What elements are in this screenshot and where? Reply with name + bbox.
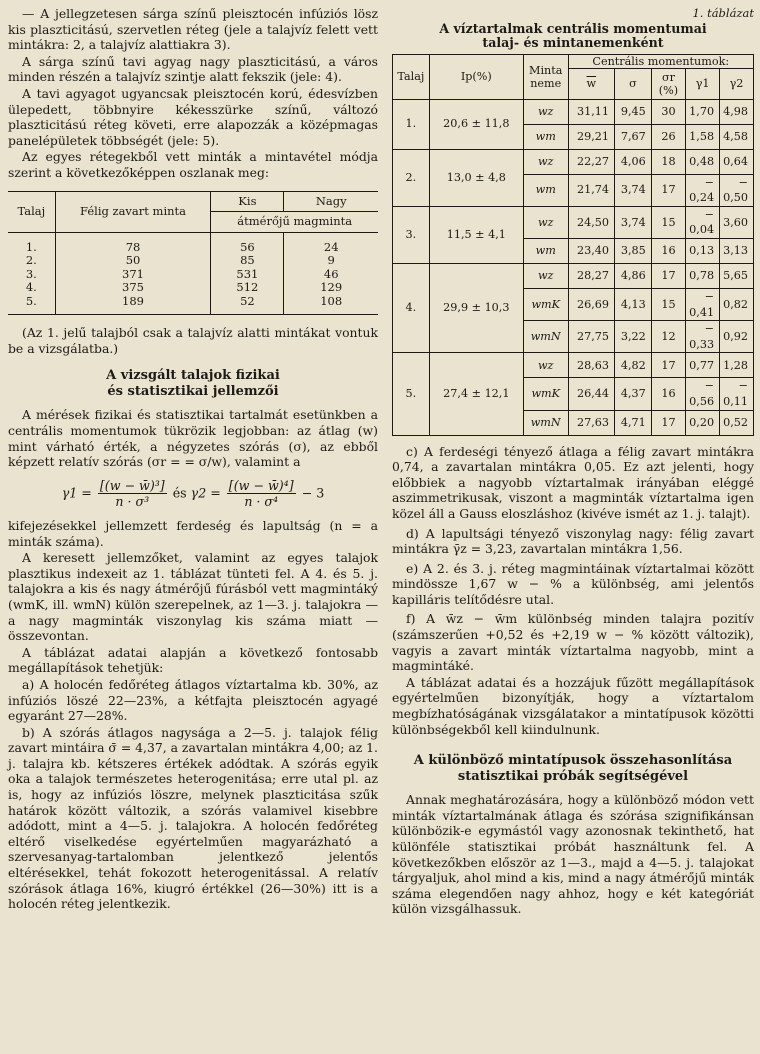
cell-minta: wm xyxy=(523,174,568,206)
formula-fraction xyxy=(98,478,167,510)
cell-g1: 0,20 xyxy=(686,410,720,435)
cell-g2: 5,65 xyxy=(720,263,754,288)
paragraph: Az egyes rétegekből vett minták a mintavétel módja szerint a következőképpen oszlanak meg: xyxy=(8,149,378,180)
paragraph: b) A szórás átlagos nagysága a 2—5. j. talajok félig zavart mintáira σ̄ = 4,37, a zavartalan mintákra 4,00; az 1. j. talajra kb. kétszeres értékek adódtak. A szórás egyik oka a talajok természetes heterogenitása; erre utal pl. az is, hogy az infúziós löszre, melynek plaszticitása szűk határok között változik, a szórás valamivel kisebbre adódott, mint a 4—5. j. talajokra. A holocén fedőréteg eltérő viselkedése egyértelműen magyarázható a szervesanyag-tartalomban jelentkező jelentős eltérésekkel, tehát fokozott heterogenitással. A relatív szórások átlaga 16%, kiugró értékkel (26—30%) itt is a holocén réteg jelentkezik. xyxy=(8,724,378,912)
section-title-line: és statisztikai jellemzői xyxy=(107,383,279,399)
cell-sigma: 4,82 xyxy=(615,353,652,378)
denominator: n · σ³ xyxy=(115,494,150,510)
formula-gamma2: γ2 = xyxy=(190,485,221,501)
cell-g2: − 0,50 xyxy=(720,174,754,206)
cell-nagy: 24 xyxy=(323,239,339,254)
cell-sr: 30 xyxy=(651,99,685,124)
cell-talaj: 4. xyxy=(8,281,55,295)
cell-g2: 3,60 xyxy=(720,206,754,238)
cell-minta: wmK xyxy=(523,288,568,320)
cell-g1: 1,70 xyxy=(686,99,720,124)
cell-w: 24,50 xyxy=(568,206,615,238)
cell-w: 22,27 xyxy=(568,149,615,174)
cell-sr: 16 xyxy=(651,378,685,410)
cell-talaj: 1. xyxy=(8,232,55,254)
table-title-line: A víztartalmak centrális momentumai xyxy=(439,20,707,36)
section-title xyxy=(8,368,378,399)
cell-g1: 0,77 xyxy=(686,353,720,378)
formula-es: és xyxy=(172,485,187,501)
cell-sigma: 7,67 xyxy=(615,124,652,149)
cell-talaj: 3. xyxy=(393,206,430,263)
sample-distribution-table xyxy=(8,191,378,316)
cell-nagy: 46 xyxy=(323,266,339,281)
left-column xyxy=(8,6,378,913)
cell-g2: 0,92 xyxy=(720,321,754,353)
cell-minta: wz xyxy=(523,206,568,238)
table-row xyxy=(393,149,754,174)
cell-w: 27,75 xyxy=(568,321,615,353)
cell-nagy: 129 xyxy=(320,280,343,295)
cell-talaj: 5. xyxy=(8,295,55,315)
cell-minta: wmK xyxy=(523,378,568,410)
cell-g2: 4,58 xyxy=(720,124,754,149)
col-header-gamma2: γ2 xyxy=(720,68,754,99)
cell-felig: 78 xyxy=(55,232,211,254)
cell-sr: 16 xyxy=(651,238,685,263)
cell-sigma: 4,86 xyxy=(615,263,652,288)
cell-sigma: 4,71 xyxy=(615,410,652,435)
cell-sr: 15 xyxy=(651,288,685,320)
section-title-line: A vizsgált talajok fizikai xyxy=(106,368,280,384)
paragraph: A sárga színű tavi agyag nagy plaszticitású, a város minden részén a talajvíz szintje alatt fekszik (jele: 4). xyxy=(8,53,378,85)
cell-g2: 0,52 xyxy=(720,410,754,435)
col-header-mintaneme: Minta neme xyxy=(523,54,568,99)
table-title xyxy=(392,22,754,50)
col-header-atmeroju: átmérőjű magminta xyxy=(211,212,378,233)
formula-gamma1: γ1 = xyxy=(61,485,92,501)
cell-w: 21,74 xyxy=(568,174,615,206)
section-title-line: statisztikai próbák segítségével xyxy=(457,768,689,784)
cell-minta: wmN xyxy=(523,410,568,435)
table-row xyxy=(393,206,754,238)
cell-w: 29,21 xyxy=(568,124,615,149)
cell-nagy: 9 xyxy=(327,253,335,268)
cell-w: 28,27 xyxy=(568,263,615,288)
paragraph: d) A lapultsági tényező viszonylag nagy: félig zavart mintákra γ̄z = 3,23, zavartalan mintákra 1,56. xyxy=(392,525,754,557)
cell-kis: 531 xyxy=(211,268,284,282)
paragraph: A táblázat adatai és a hozzájuk fűzött megállapítások egyértelműen bizonyítják, hogy a víztartalom megbízhatóságának vizsgálatakor a mintatípusok közötti különbségekből kell kiindulnunk. xyxy=(392,674,754,737)
table-row xyxy=(8,295,378,315)
col-header-sigmar: σr (%) xyxy=(651,68,685,99)
cell-g1: 0,78 xyxy=(686,263,720,288)
cell-g1: 0,48 xyxy=(686,149,720,174)
paragraph: Annak meghatározására, hogy a különböző módon vett minták víztartalmának átlaga és szórása szignifikánsan különbözik-e egymástól vagy azonosnak tekinthető, hat különféle statisztikai próbát használtunk fel. A következőkben először az 1—3., majd a 4—5. j. talajokat tárgyaljuk, ahol mind a kis, mind a nagy átmérőjű minták száma elegendően nagy ahhoz, hogy e két kategóriát külön vizsgálhassuk. xyxy=(392,792,754,917)
paragraph: (Az 1. jelű talajból csak a talajvíz alatti mintákat vontuk be a vizsgálatba.) xyxy=(8,325,378,356)
cell-sr: 17 xyxy=(651,263,685,288)
section-title-line: A különböző mintatípusok összehasonlítása xyxy=(413,753,733,769)
cell-felig: 371 xyxy=(55,268,211,282)
cell-talaj: 5. xyxy=(393,353,430,435)
cell-ip: 27,4 ± 12,1 xyxy=(429,353,523,435)
cell-g2: 0,64 xyxy=(720,149,754,174)
numerator: [(w − w̄)³] xyxy=(99,477,165,493)
cell-g1: − 0,41 xyxy=(686,288,720,320)
cell-sigma: 4,13 xyxy=(615,288,652,320)
cell-kis: 52 xyxy=(211,295,284,315)
col-header-ip: Ip(%) xyxy=(429,54,523,99)
table-row xyxy=(393,353,754,378)
cell-ip: 13,0 ± 4,8 xyxy=(429,149,523,206)
cell-felig: 375 xyxy=(55,281,211,295)
section-title xyxy=(392,753,754,784)
table-row xyxy=(393,263,754,288)
cell-sigma: 3,74 xyxy=(615,174,652,206)
paragraph: A mérések fizikai és statisztikai tartalmát esetünkben a centrális momentumok tükrözik legjobban: az átlag (w) mint várható érték, a négyzetes szórás (σ), az ebből képzett relatív szórás (σr = = σ/w), valamint a xyxy=(8,407,378,470)
cell-minta: wmN xyxy=(523,321,568,353)
cell-w: 23,40 xyxy=(568,238,615,263)
formula xyxy=(8,478,378,510)
cell-w: 28,63 xyxy=(568,353,615,378)
denominator: n · σ⁴ xyxy=(244,494,279,510)
cell-g1: − 0,33 xyxy=(686,321,720,353)
col-header-centralis: Centrális momentumok: xyxy=(568,54,753,68)
cell-minta: wz xyxy=(523,99,568,124)
table-row xyxy=(8,232,378,254)
cell-felig: 189 xyxy=(55,295,211,315)
cell-g1: − 0,04 xyxy=(686,206,720,238)
paragraph: — A jellegzetesen sárga színű pleisztocén infúziós lösz kis plaszticitású, szervetlen réteg (jele a talajvíz felett vett mintákra: 2, a talajvíz alattiakra 3). xyxy=(8,6,378,53)
paragraph: c) A ferdeségi tényező átlaga a félig zavart mintákra 0,74, a zavartalan mintákra 0,05. Ez azt jelenti, hogy előbbiek a nagyobb víztartalmak irányában eléggé aszimmetrikusak, viszont a magminták víztartalma igen közel áll a Gauss eloszláshoz (kivéve ismét az 1. j. talajt). xyxy=(392,443,754,521)
cell-minta: wz xyxy=(523,149,568,174)
cell-ip: 29,9 ± 10,3 xyxy=(429,263,523,352)
cell-sr: 18 xyxy=(651,149,685,174)
cell-minta: wz xyxy=(523,353,568,378)
cell-g2: 1,28 xyxy=(720,353,754,378)
cell-minta: wm xyxy=(523,124,568,149)
cell-kis: 512 xyxy=(211,281,284,295)
cell-sigma: 3,22 xyxy=(615,321,652,353)
col-header-kis: Kis xyxy=(211,191,284,212)
moments-table xyxy=(392,54,754,436)
cell-g2: 3,13 xyxy=(720,238,754,263)
cell-sigma: 9,45 xyxy=(615,99,652,124)
cell-sigma: 3,74 xyxy=(615,206,652,238)
cell-w: 26,69 xyxy=(568,288,615,320)
table-number: 1. táblázat xyxy=(692,6,754,20)
cell-ip: 20,6 ± 11,8 xyxy=(429,99,523,149)
cell-sigma: 4,37 xyxy=(615,378,652,410)
cell-g1: − 0,56 xyxy=(686,378,720,410)
right-column xyxy=(392,6,754,918)
cell-g2: − 0,11 xyxy=(720,378,754,410)
cell-felig: 50 xyxy=(55,254,211,268)
cell-sr: 17 xyxy=(651,174,685,206)
cell-sr: 26 xyxy=(651,124,685,149)
cell-g2: 0,82 xyxy=(720,288,754,320)
cell-minta: wz xyxy=(523,263,568,288)
col-header-talaj: Talaj xyxy=(393,54,430,99)
paragraph: A táblázat adatai alapján a következő fontosabb megállapítások tehetjük: xyxy=(8,644,378,676)
cell-w: 31,11 xyxy=(568,99,615,124)
formula-tail: − 3 xyxy=(301,485,325,501)
col-header-sigma: σ xyxy=(615,68,652,99)
paragraph: f) A w̄z − w̄m különbség minden talajra pozitív (számszerűen +0,52 és +2,19 w − % között változik), vagyis a zavart minták víztartalma nagyobb, mint a magmintáké. xyxy=(392,611,754,674)
formula-fraction xyxy=(227,478,296,510)
cell-g1: 0,13 xyxy=(686,238,720,263)
paragraph: A tavi agyagot ugyancsak pleisztocén korú, édesvízben ülepedett, többnyire kékesszürke színű, változó plaszticitású réteg követi, erre alapozzák a középmagas panelépületek többségét (jele: 5). xyxy=(8,85,378,148)
cell-talaj: 3. xyxy=(8,268,55,282)
table-row xyxy=(393,99,754,124)
cell-sigma: 3,85 xyxy=(615,238,652,263)
cell-w: 26,44 xyxy=(568,378,615,410)
cell-w: 27,63 xyxy=(568,410,615,435)
col-header-talaj: Talaj xyxy=(8,191,55,232)
table-title-line: talaj- és mintanemenként xyxy=(482,34,664,50)
cell-nagy: 108 xyxy=(284,295,378,315)
cell-kis: 56 xyxy=(211,232,284,254)
cell-kis: 85 xyxy=(211,254,284,268)
cell-talaj: 1. xyxy=(393,99,430,149)
cell-talaj: 2. xyxy=(8,254,55,268)
table-row xyxy=(8,268,378,282)
cell-sr: 12 xyxy=(651,321,685,353)
cell-sigma: 4,06 xyxy=(615,149,652,174)
paragraph: e) A 2. és 3. j. réteg magmintáinak víztartalmai között mindössze 1,67 w − % a különbség, ami jelentős kapilláris telítődésre utal. xyxy=(392,560,754,607)
numerator: [(w − w̄)⁴] xyxy=(228,477,294,493)
paragraph: kifejezésekkel jellemzett ferdeség és lapultság (n = a minták száma). xyxy=(8,517,378,549)
col-header-gamma1: γ1 xyxy=(686,68,720,99)
cell-talaj: 4. xyxy=(393,263,430,352)
table-row xyxy=(8,254,378,268)
cell-sr: 15 xyxy=(651,206,685,238)
cell-sr: 17 xyxy=(651,353,685,378)
col-header-felig: Félig zavart minta xyxy=(55,191,211,232)
cell-sr: 17 xyxy=(651,410,685,435)
col-header-w: $\overline{w}$ xyxy=(568,68,615,99)
table-row xyxy=(8,281,378,295)
paragraph: A keresett jellemzőket, valamint az egyes talajok plasztikus indexeit az 1. táblázat tünteti fel. A 4. és 5. j. talajokra a kis és nagy átmérőjű fúrásból vett magmintáký (wmK, ill. wmN) külön szerepelnek, az 1—3. j. talajokra — a nagy magminták viszonylag kis száma miatt — összevontan. xyxy=(8,550,378,644)
cell-g1: 1,58 xyxy=(686,124,720,149)
col-header-nagy: Nagy xyxy=(284,191,378,212)
paragraph: a) A holocén fedőréteg átlagos víztartalma kb. 30%, az infúziós löszé 22—23%, a kétfajta pleisztocén agyagé egyaránt 27—28%. xyxy=(8,676,378,724)
cell-minta: wm xyxy=(523,238,568,263)
cell-g1: − 0,24 xyxy=(686,174,720,206)
cell-talaj: 2. xyxy=(393,149,430,206)
cell-ip: 11,5 ± 4,1 xyxy=(429,206,523,263)
cell-g2: 4,98 xyxy=(720,99,754,124)
